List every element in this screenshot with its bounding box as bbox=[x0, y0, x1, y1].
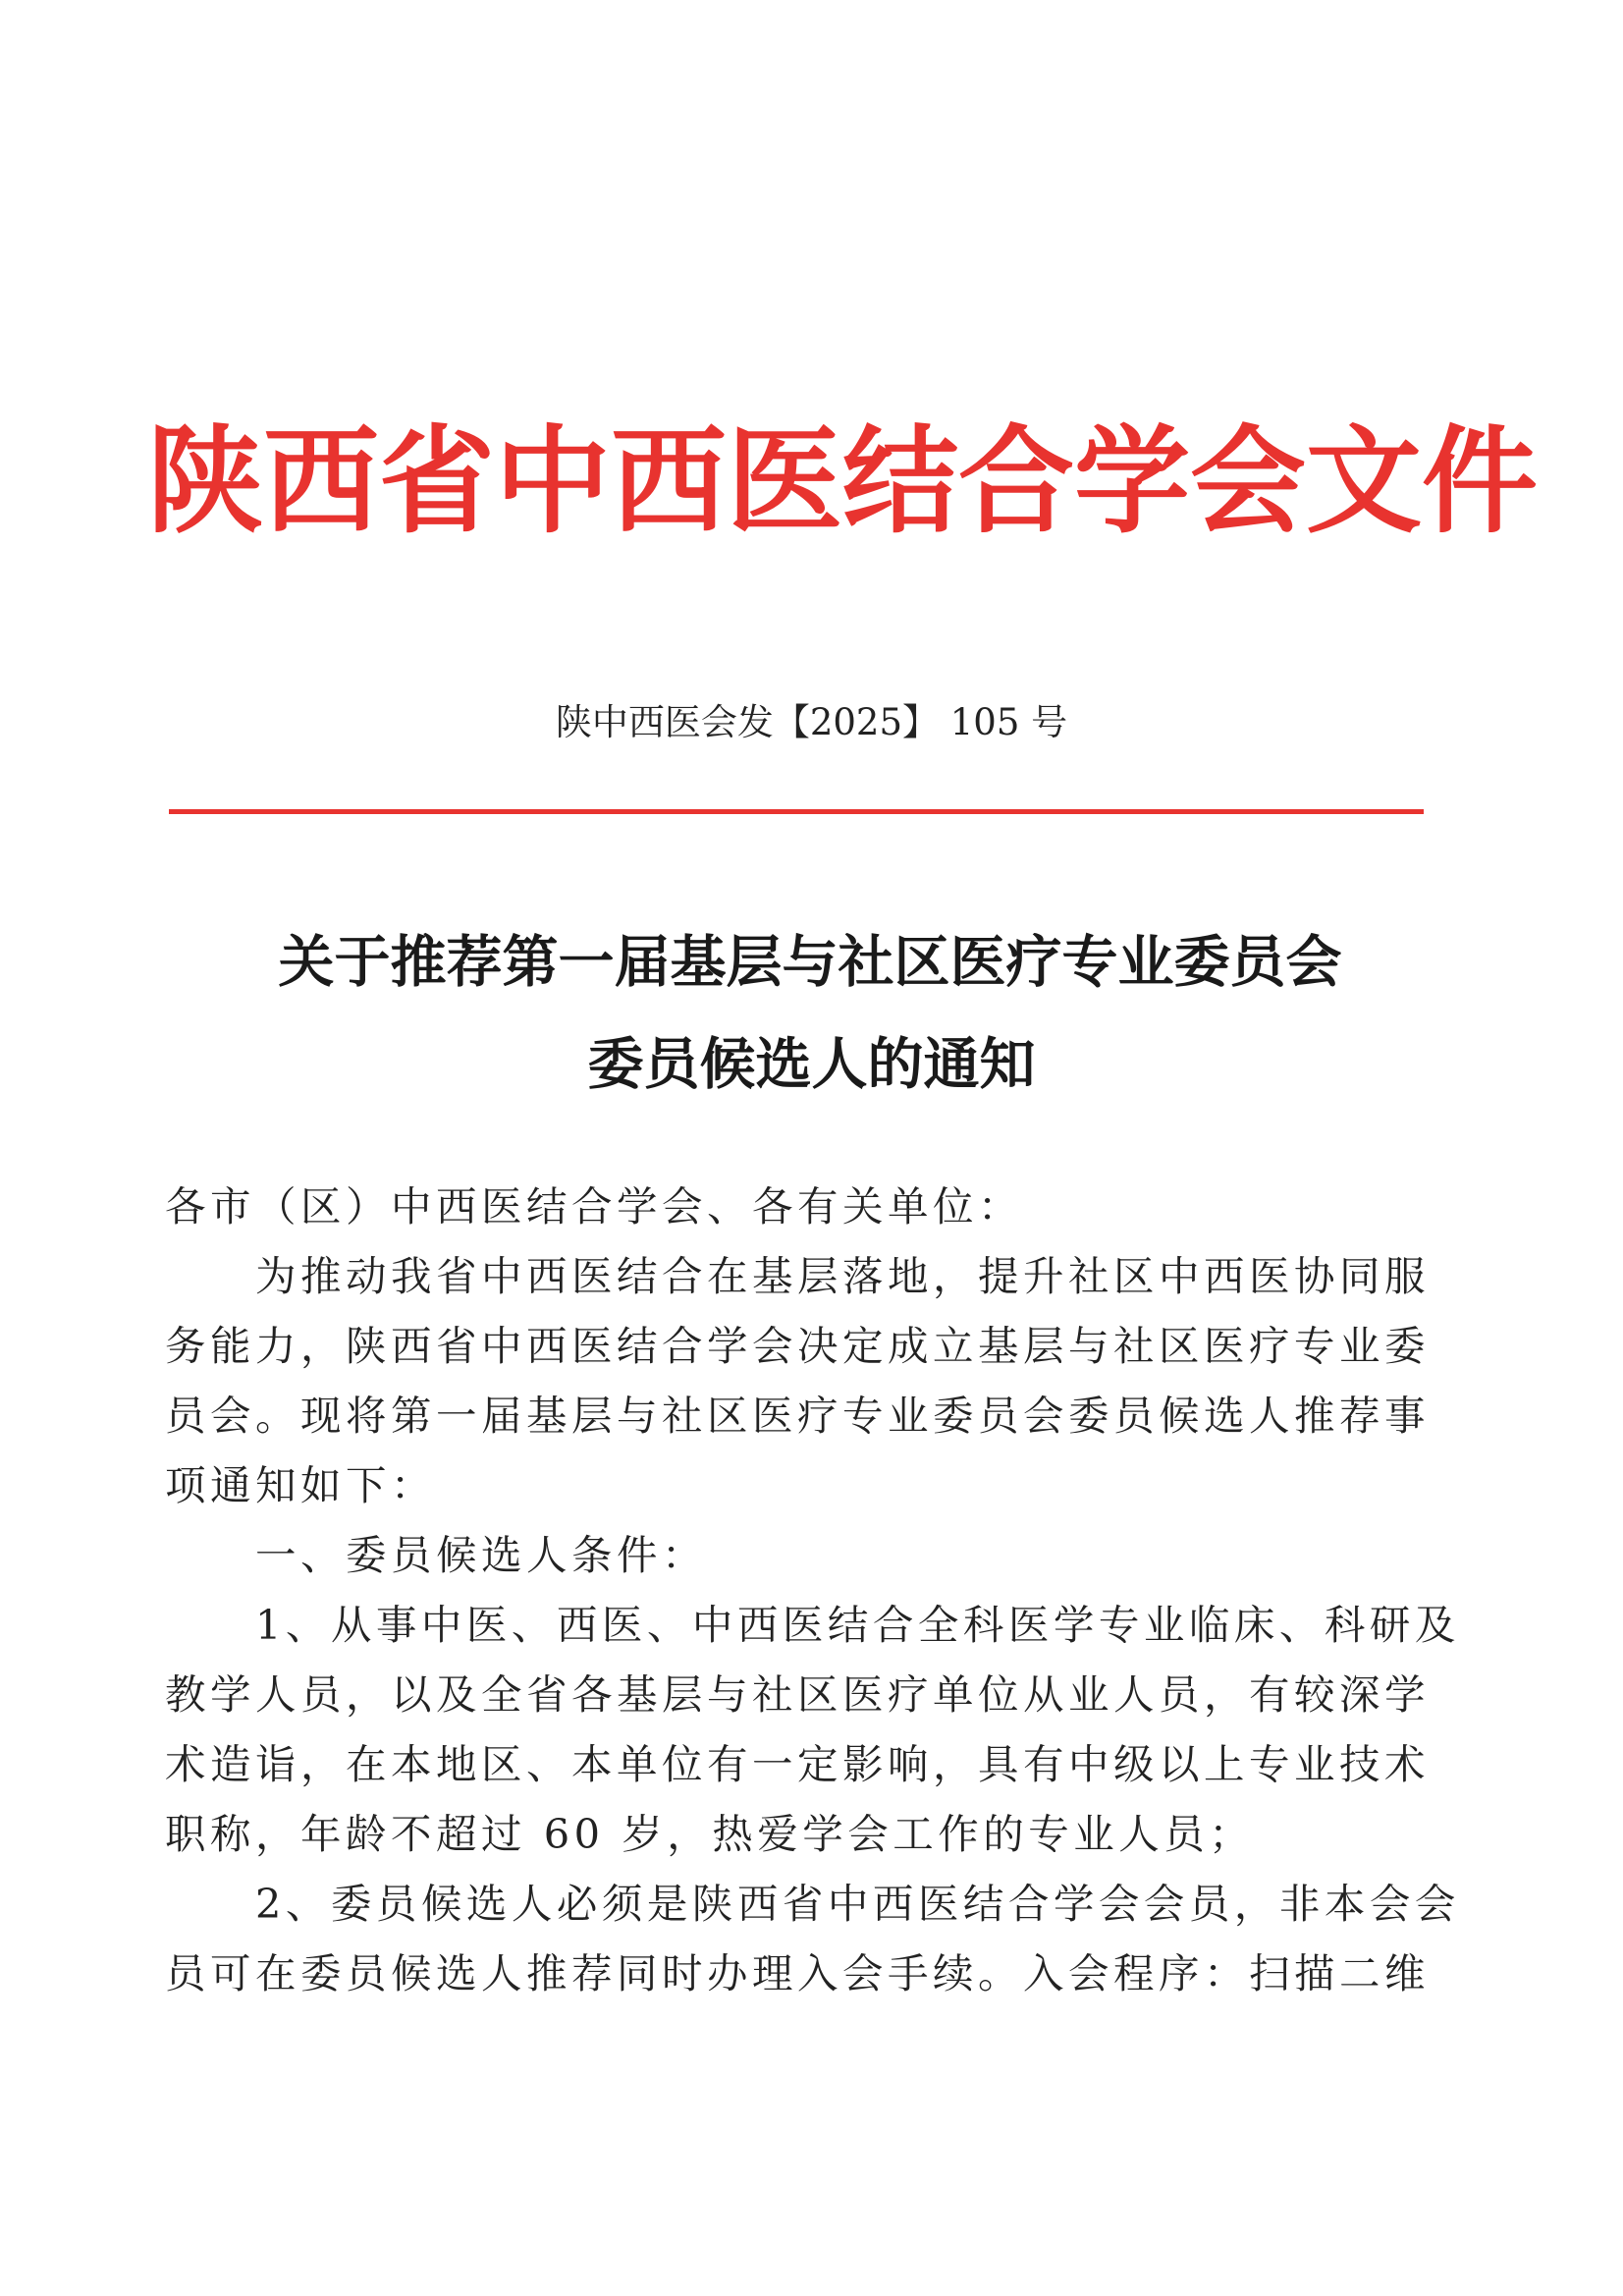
body-line: 务能力，陕西省中西医结合学会决定成立基层与社区医疗专业委 bbox=[165, 1322, 1431, 1370]
body-line: 员可在委员候选人推荐同时办理入会手续。入会程序：扫描二维 bbox=[165, 1949, 1431, 1997]
body-line: 术造诣，在本地区、本单位有一定影响，具有中级以上专业技术 bbox=[165, 1740, 1431, 1788]
body-line: 1、从事中医、西医、中西医结合全科医学专业临床、科研及 bbox=[165, 1601, 1460, 1649]
body-line: 教学人员，以及全省各基层与社区医疗单位从业人员，有较深学 bbox=[165, 1670, 1431, 1719]
notice-title-line-1: 关于推荐第一届基层与社区医疗专业委员会 bbox=[278, 930, 1342, 995]
body-line: 职称，年龄不超过 60 岁，热爱学会工作的专业人员； bbox=[165, 1810, 1255, 1858]
header-red-divider bbox=[169, 809, 1424, 814]
body-line: 项通知如下： bbox=[165, 1461, 437, 1509]
salutation: 各市（区）中西医结合学会、各有关单位： bbox=[165, 1182, 1024, 1230]
document-number: 陕中西医会发【2025】 105 号 bbox=[555, 701, 1068, 743]
body-line: 2、委员候选人必须是陕西省中西医结合学会会员，非本会会 bbox=[165, 1880, 1460, 1928]
section-heading: 一、委员候选人条件： bbox=[165, 1531, 708, 1579]
notice-title-line-2: 委员候选人的通知 bbox=[587, 1032, 1036, 1097]
body-line: 为推动我省中西医结合在基层落地，提升社区中西医协同服 bbox=[165, 1252, 1431, 1300]
document-header-title: 陕西省中西医结合学会文件 bbox=[147, 413, 1539, 549]
body-line: 员会。现将第一届基层与社区医疗专业委员会委员候选人推荐事 bbox=[165, 1392, 1431, 1440]
